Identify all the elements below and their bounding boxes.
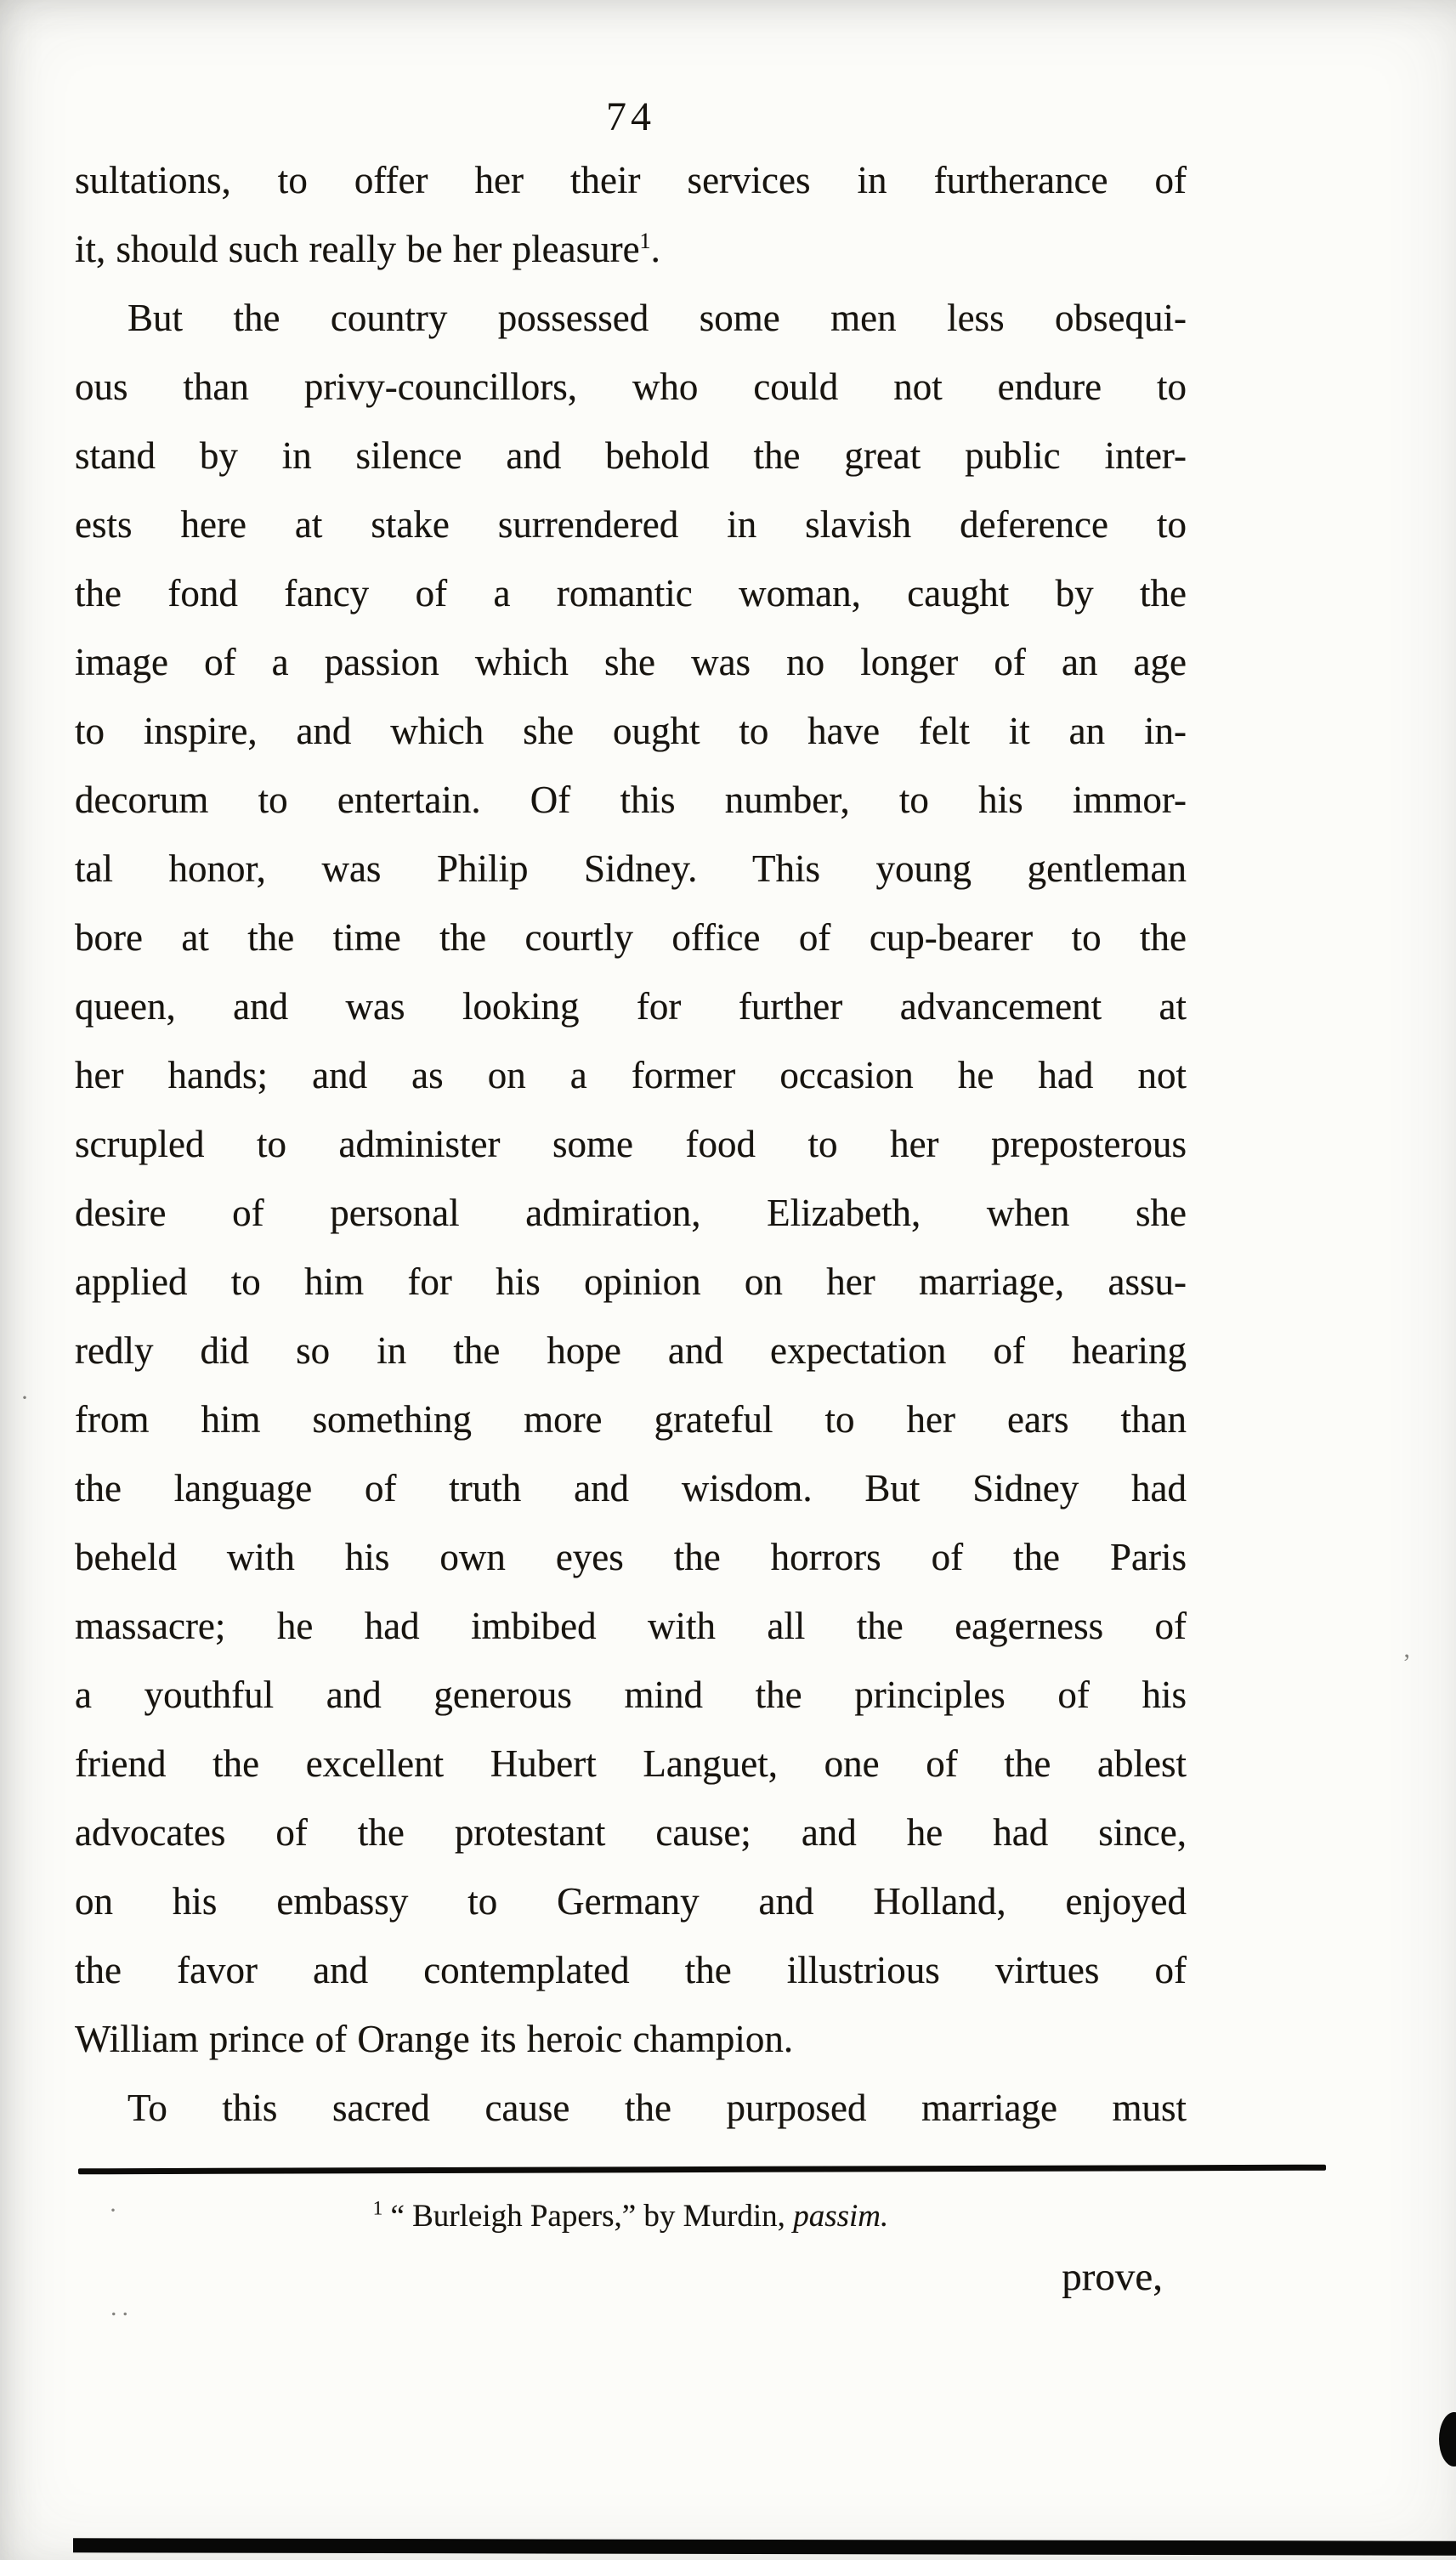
text-line: decorum to entertain. Of this number, to his immor-: [75, 779, 1187, 821]
text-line-part: it, should such really be her pleasure: [75, 228, 640, 270]
text-line: from him something more grateful to her ears than: [75, 1398, 1187, 1441]
footnote-reference: 1: [639, 229, 651, 253]
text-line: queen, and was looking for further advancement at: [75, 985, 1187, 1028]
text-line: on his embassy to Germany and Holland, enjoyed: [75, 1880, 1187, 1923]
text-line: her hands; and as on a former occasion he had not: [75, 1054, 1187, 1096]
text-line: ous than privy-councillors, who could not endure to: [75, 365, 1187, 408]
footnote-italic-text: passim.: [793, 2199, 889, 2234]
footnote-separator-rule: [78, 2165, 1326, 2175]
text-line: ests here at stake surrendered in slavish deference to: [75, 503, 1187, 546]
text-line: friend the excellent Hubert Languet, one of the ablest: [75, 1742, 1187, 1785]
text-line: beheld with his own eyes the horrors of the Paris: [75, 1536, 1187, 1578]
scan-artifact-speck: ’: [1402, 1649, 1411, 1677]
text-line: desire of personal admiration, Elizabeth, when she: [75, 1192, 1187, 1234]
text-line: a youthful and generous mind the principles of his: [75, 1674, 1187, 1716]
text-line: stand by in silence and behold the great public inter-: [75, 434, 1187, 477]
footnote-text: “ Burleigh Papers,” by Murdin,: [382, 2199, 794, 2234]
text-line: to inspire, and which she ought to have felt it an in-: [75, 710, 1187, 752]
body-text: [75, 146, 1187, 2143]
text-line: But the country possessed some men less obsequi-: [127, 297, 1187, 339]
scan-artifact-blob: [1439, 2412, 1456, 2467]
scan-artifact-speck: ..: [110, 2293, 133, 2321]
scan-artifact-bottom-bar: [73, 2538, 1456, 2555]
catchword: prove,: [1062, 2255, 1163, 2299]
text-line: the language of truth and wisdom. But Sidney had: [75, 1467, 1187, 1509]
footnote-marker: 1: [372, 2197, 383, 2219]
text-line: William prince of Orange its heroic champion.: [75, 2018, 794, 2060]
text-line: bore at the time the courtly office of cup-bearer to the: [75, 916, 1187, 959]
footnote: [75, 2193, 1187, 2240]
text-line: advocates of the protestant cause; and he had since,: [75, 1811, 1187, 1854]
text-line: scrupled to administer some food to her preposterous: [75, 1123, 1187, 1165]
text-line-part: .: [650, 228, 660, 270]
page-number: 74: [606, 94, 655, 139]
scan-artifact-speck: ·: [109, 2196, 117, 2224]
text-line: the favor and contemplated the illustrious virtues of: [75, 1949, 1187, 1991]
text-line: the fond fancy of a romantic woman, caught by the: [75, 572, 1187, 615]
text-line: massacre; he had imbibed with all the eagerness of: [75, 1605, 1187, 1647]
scan-artifact-speck: ·: [20, 1384, 29, 1412]
text-line: redly did so in the hope and expectation of hearing: [75, 1329, 1187, 1372]
text-line: sultations, to offer her their services in furtherance of: [75, 159, 1187, 201]
text-line: tal honor, was Philip Sidney. This young gentleman: [75, 847, 1187, 890]
text-line: [75, 215, 1187, 284]
text-line: To this sacred cause the purposed marriage must: [127, 2087, 1187, 2129]
text-line: applied to him for his opinion on her marriage, assu-: [75, 1260, 1187, 1303]
text-line: image of a passion which she was no longer of an age: [75, 641, 1187, 683]
